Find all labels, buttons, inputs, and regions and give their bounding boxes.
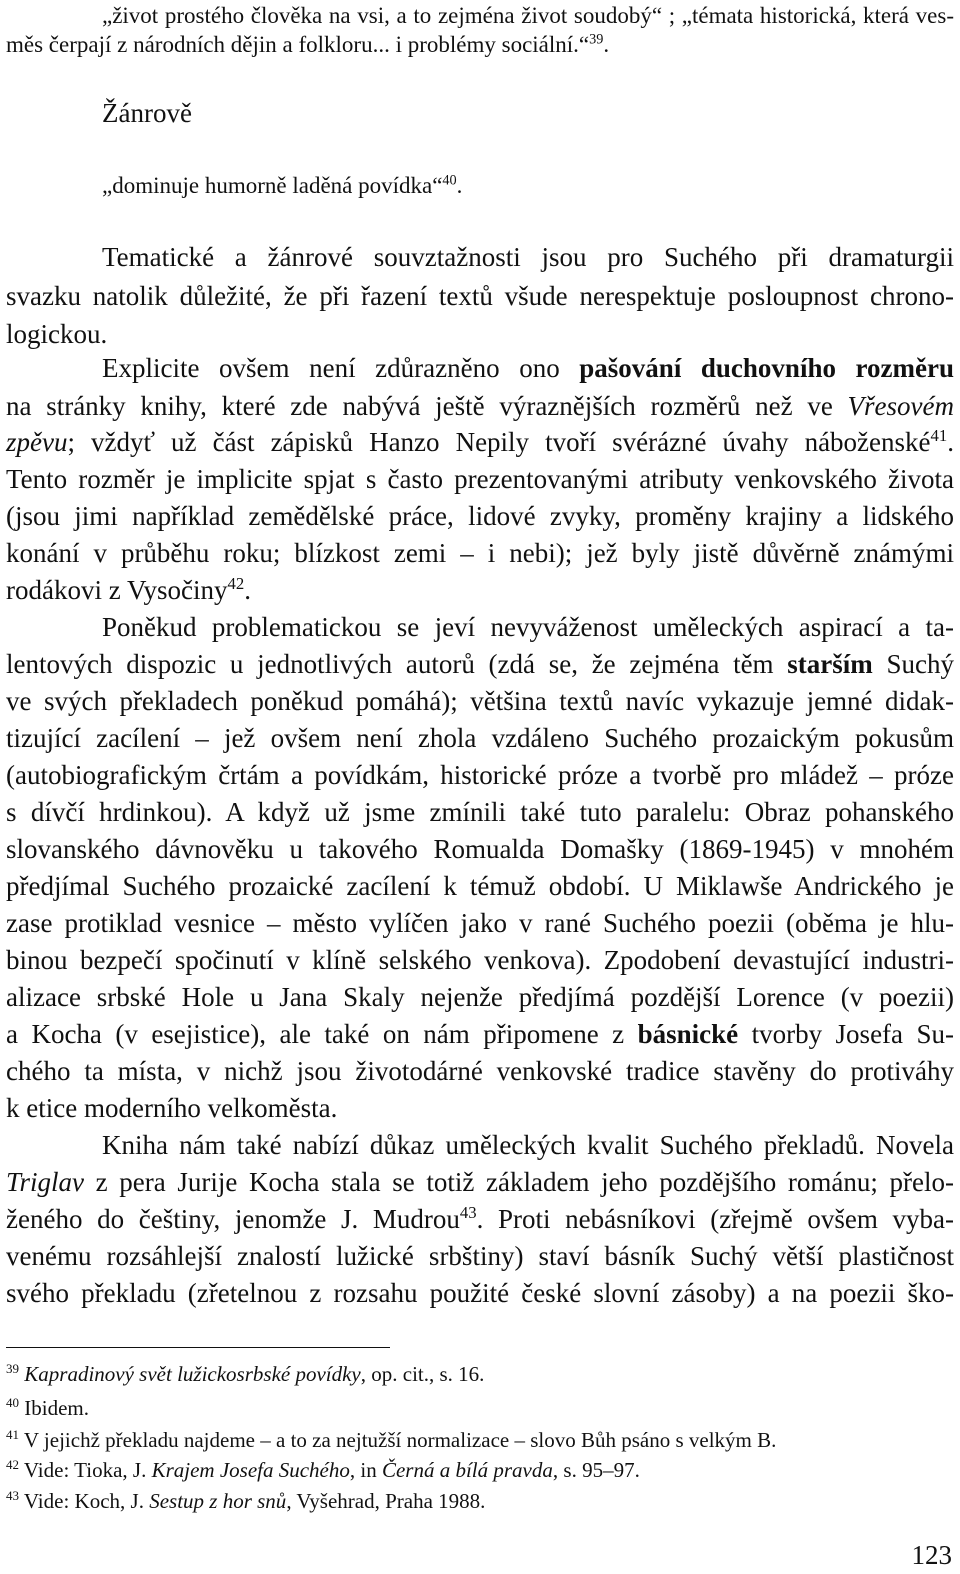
footnote: $^{42}$ Vide: Tioka, J. Krajem Josefa Suchého, in Černá a bílá pravda, s. 95–97. — [6, 1457, 640, 1482]
text-line: binou bezpečí spočinutí v klíně selského venkova). Zpodobení devastující industri- — [6, 945, 954, 975]
text-line: (jsou jimi například zemědělské práce, lidové zvyky, proměny krajiny a lidského — [6, 501, 954, 531]
text-line: svazku natolik důležité, že při řazení textů všude nerespektuje posloupnost chrono- — [6, 281, 954, 311]
text-line: a Kocha (v esejistice), ale také on nám připomene z básnické tvorby Josefa Su- — [6, 1019, 954, 1049]
text-line: zase protiklad vesnice – město vylíčen jako v rané Suchého poezii (oběma je hlu- — [6, 908, 954, 938]
text-line: venému rozsáhlejší znalostí lužické srbštiny) staví básník Suchý větší plastičnost — [6, 1241, 954, 1271]
text-line: Tematické a žánrové souvztažnosti jsou pro Suchého při dramaturgii — [102, 242, 954, 272]
genre-quote: „dominuje humorně laděná povídka“$^{40}$. — [102, 172, 463, 198]
text-line: Explicite ovšem není zdůrazněno ono pašování duchovního rozměru — [102, 353, 955, 383]
text-line: ve svých překladech poněkud pomáhá); většina textů navíc vykazuje jemné didak- — [6, 686, 954, 716]
footnote-ref[interactable]: 41 — [930, 426, 948, 445]
text-line: Triglav z pera Jurije Kocha stala se totiž základem jeho pozdějšího románu; přelo- — [6, 1167, 954, 1197]
text-line: tizující zacílení – jež ovšem není zhola vzdáleno Suchého prozaickým pokusům — [6, 723, 954, 753]
text-line: lentových dispozic u jednotlivých autorů (zdá se, že zejména těm starším Suchý — [6, 649, 954, 679]
text-line: k etice moderního velkoměsta. — [6, 1093, 338, 1123]
text-line: na stránky knihy, které zde nabývá ještě výraznějších rozměrů než ve Vřesovém — [6, 391, 954, 421]
footnote-separator — [6, 1347, 390, 1348]
text-line: chého ta místa, v nichž jsou životodárné venkovské tradice stavěny do protiváhy — [6, 1056, 954, 1086]
footnote: $^{40}$ Ibidem. — [6, 1395, 89, 1420]
footnote-ref[interactable]: 39 — [589, 31, 604, 48]
footnote: $^{39}$ Kapradinový svět lužickosrbské povídky, op. cit., s. 16. — [6, 1361, 485, 1386]
footnote-ref[interactable]: 43 — [459, 1203, 477, 1222]
text-line: s dívčí hrdinkou). A když už jsme zmínili také tuto paralelu: Obraz pohanského — [6, 797, 954, 827]
footnote-ref[interactable]: 42 — [227, 574, 245, 593]
text-line: Kniha nám také nabízí důkaz uměleckých kvalit Suchého překladů. Novela — [102, 1130, 954, 1160]
text-line: předjímal Suchého prozaické zacílení k témuž období. U Miklawše Andrického je — [6, 871, 954, 901]
text-line: svého překladu (zřetelnou z rozsahu použité české slovní zásoby) a na poezii ško- — [6, 1278, 954, 1308]
text-line: logickou. — [6, 319, 108, 349]
text-line: Tento rozměr je implicite spjat s často prezentovanými atributy venkovského života — [6, 464, 954, 494]
section-heading: Žánrově — [102, 98, 192, 128]
text-line: konání v průběhu roku; blízkost zemi – i nebi); jež byly jistě důvěrně známými — [6, 538, 954, 568]
text-line: slovanského dávnověku u takového Romualda Domašky (1869-1945) v mnohém — [6, 834, 954, 864]
text-line: Poněkud problematickou se jeví nevyváženost uměleckých aspirací a ta- — [102, 612, 954, 642]
footnote: $^{41}$ V jejichž překladu najdeme – a to za nejtužší normalizace – slovo Bůh psáno s velkým B. — [6, 1427, 777, 1452]
page-number: 123 — [911, 1540, 952, 1570]
text-line: měs čerpají z národních dějin a folkloru... i problémy sociální.“$^{39}$. — [6, 31, 610, 57]
text-line: (autobiografickým črtám a povídkám, historické próze a tvorbě pro mládež – próze — [6, 760, 954, 790]
text-line: alizace srbské Hole u Jana Skaly nejenže předjímá pozdější Lorence (v poezii) — [6, 982, 954, 1012]
text-line: zpěvu; vždyť už část zápisků Hanzo Nepily tvoří svérázné úvahy náboženské$^{41}$. — [6, 426, 954, 457]
text-line: ženého do češtiny, jenomže J. Mudrou$^{43}$. Proti nebásníkovi (zřejmě ovšem vyba- — [6, 1203, 954, 1234]
text-line: „život prostého člověka na vsi, a to zejména život soudobý“ ; „témata historická, která ves- — [102, 3, 954, 28]
footnote: $^{43}$ Vide: Koch, J. Sestup z hor snů, Vyšehrad, Praha 1988. — [6, 1488, 486, 1513]
text-line: rodákovi z Vysočiny$^{42}$. — [6, 574, 251, 605]
footnote-ref[interactable]: 40 — [442, 172, 457, 189]
